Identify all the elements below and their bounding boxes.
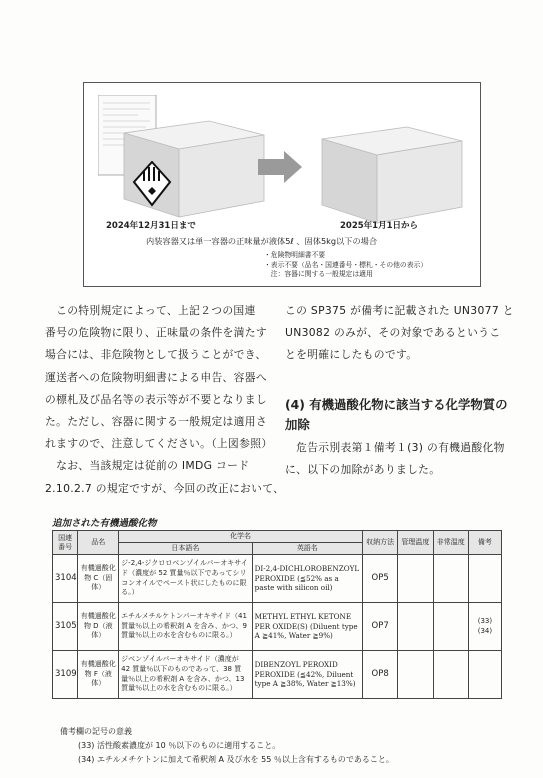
cell-control-temp [398, 603, 433, 651]
header-control-temp: 管理温度 [398, 531, 433, 555]
cell-un: 3104 [53, 555, 78, 603]
table-row [53, 555, 502, 603]
right-arrow-icon [256, 149, 304, 185]
note-33: (33) 活性酸素濃度が 10 ％以下のものに適用すること。 [78, 741, 281, 750]
cell-en-name: DI-2,4-DICHLOROBENZOYL PEROXIDE (≦52% as a paste with silicon oil) [252, 555, 362, 603]
cell-packing: OP8 [362, 651, 397, 699]
cell-item: 有機過酸化物 D（液体） [78, 603, 119, 651]
heading-line: 加除 [285, 417, 310, 432]
cell-jp-name: ジベンゾイルパーオキサイド（濃度が 42 質量％以下のものであって、38 質量％以上の希釈剤 A を含み、かつ、13 質量％以上の水を含むものに限る。） [119, 651, 252, 699]
text-line: とを明確にしたものです。 [285, 348, 418, 362]
header-packing: 収納方法 [362, 531, 397, 555]
right-column-text [285, 300, 514, 367]
figure-frame [83, 82, 481, 287]
figure-condition: 内装容器又は単一容器の正味量が液体5ℓ 、固体5kg以下の場合 [146, 236, 378, 246]
notes-title: 備考欄の記号の意義 [60, 727, 132, 736]
text-line: なお、当該規定は従前の IMDG コード [45, 459, 250, 473]
figure-note: 注：容器に関する一般規定は適用 [264, 270, 373, 278]
text-line: UN3082 のみが、その対象であるというこ [285, 326, 501, 340]
cell-packing: OP7 [362, 603, 397, 651]
left-column-text [45, 300, 284, 500]
text-line: た。ただし、容器に関する一般規定は適用さ [45, 415, 267, 429]
header-item-name: 品名 [78, 531, 119, 555]
section-heading [285, 395, 508, 435]
text-line: に、以下の加除がありました。 [285, 463, 441, 477]
cell-en-name: DIBENZOYL PEROXID PEROXIDE (≦42%, Diluent type A ≧38%, Water ≧13%) [252, 651, 362, 699]
text-line: この特別規定によって、上記２つの国連 [45, 304, 256, 317]
cell-emergency-temp [433, 603, 468, 651]
cell-remarks [468, 555, 501, 603]
header-chem-name: 化学名 [119, 531, 363, 543]
right-column-text-2 [285, 437, 505, 481]
figure-notes [264, 251, 427, 280]
cell-remarks: (33) (34) [468, 603, 501, 651]
header-un-no: 国連番号 [53, 531, 78, 555]
text-line: の標札及び品名等の表示等が不要となりまし [45, 392, 267, 406]
table-row [53, 603, 502, 651]
cell-packing: OP5 [362, 555, 397, 603]
figure-note: ・危険物明細書不要 [264, 251, 326, 259]
note-34: (34) エチルメチケトンに加えて希釈剤 A 及び水を 55 ％以上含有するものであること。 [78, 755, 394, 764]
cell-item: 有機過酸化物 C（固体） [78, 555, 119, 603]
organic-peroxide-table [52, 530, 502, 699]
cell-item: 有機過酸化物 F（液体） [78, 651, 119, 699]
table-title: 追加された有機過酸化物 [52, 518, 157, 529]
cell-un: 3105 [53, 603, 78, 651]
text-line: 2.10.2.7 の規定ですが、今回の改正において、 [45, 481, 285, 495]
figure-label-before: 2024年12月31日まで [106, 221, 196, 231]
cell-emergency-temp [433, 555, 468, 603]
class9-diamond-icon [132, 161, 172, 207]
figure-note: ・表示不要（品名・国連番号・標札・その他の表示） [264, 260, 428, 269]
table-row [53, 651, 502, 699]
header-emergency-temp: 非常温度 [433, 531, 468, 555]
cell-control-temp [398, 651, 433, 699]
text-line: れますので、注意してください。（上図参照） [45, 437, 273, 451]
header-jp-name: 日本語名 [119, 543, 252, 555]
cell-control-temp [398, 555, 433, 603]
cell-jp-name: ジ-2,4-ジクロロベンゾイルパーオキサイド（濃度が 52 質量％以下であってシリコンオイルでペースト状にしたものに限る。） [119, 555, 252, 603]
text-line: 番号の危険物に限り、正味量の条件を満たす [45, 326, 267, 340]
cell-en-name: METHYL ETHYL KETONE PER OXIDE(S) (Diluent type A ≧41%, Water ≧9%) [252, 603, 362, 651]
table-notes [60, 725, 394, 767]
text-line: 場合には、非危険物として扱うことができ、 [45, 348, 267, 362]
package-box-after-icon [312, 119, 472, 227]
heading-line: (4) 有機過酸化物に該当する化学物質の [285, 397, 508, 412]
cell-jp-name: エチルメチルケトンパーオキサイド（41 質量％以上の希釈剤 A を含み、かつ、9 質量％以上の水を含むものに限る。） [119, 603, 252, 651]
text-line: 危告示別表第１備考１(3) の有機過酸化物 [285, 441, 505, 454]
figure-label-after: 2025年1月1日から [340, 221, 418, 231]
header-en-name: 英語名 [252, 543, 362, 555]
cell-remarks [468, 651, 501, 699]
header-remarks: 備考 [468, 531, 501, 555]
text-line: 運送者への危険物明細書による申告、容器へ [45, 370, 267, 384]
text-line: この SP375 が備考に記載された UN3077 と [285, 304, 514, 317]
cell-emergency-temp [433, 651, 468, 699]
cell-un: 3109 [53, 651, 78, 699]
